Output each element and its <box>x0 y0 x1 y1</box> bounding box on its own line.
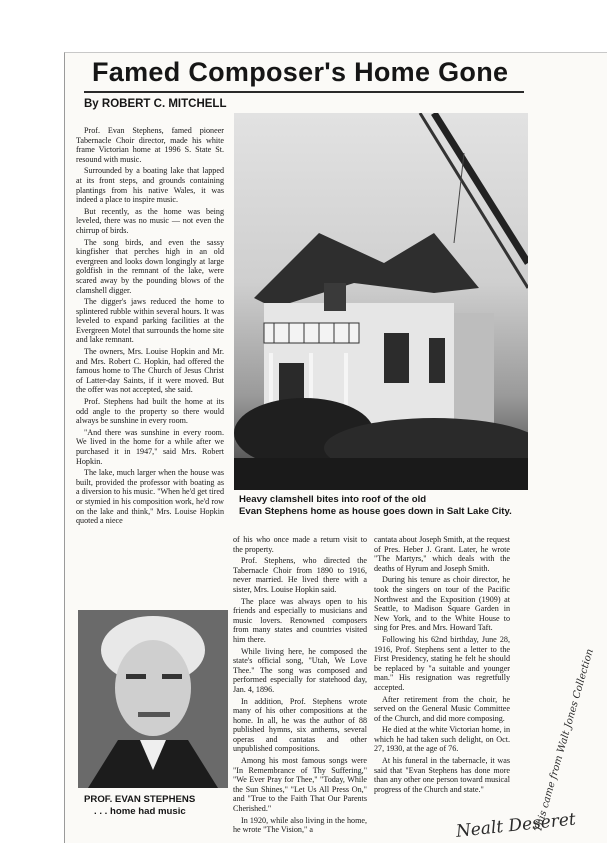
paragraph: While living here, he composed the state's official song, "Utah, We Love Thee." The song was composed and performed especially for statehood day, Jan. 4, 1896. <box>233 646 367 694</box>
paragraph: The place was always open to his friends and especially to musicians and music lovers. Renowned composers from many states and countries visited him there. <box>233 596 367 644</box>
handwritten-bottom-note: Nealt Deseret <box>455 809 577 842</box>
paragraph: In addition, Prof. Stephens wrote many of his other compositions at the home. In all, he was the author of 88 published hymns, six anthems, several operas and cantatas and other unpublished compositions. <box>233 696 367 754</box>
house-illustration <box>234 113 528 490</box>
paragraph: He died at the white Victorian home, in which he had taken such delight, on Oct. 27, 1930, at the age of 76. <box>374 725 510 754</box>
paragraph: "And there was sunshine in every room. We lived in the home for a while after we purchased it in 1947," said Mrs. Robert Hopkin. <box>76 427 224 466</box>
article-column-3 <box>374 535 510 840</box>
paragraph: But recently, as the home was being leveled, there was no music — not even the chirrup of birds. <box>76 206 224 235</box>
portrait-illustration <box>78 610 228 788</box>
paragraph: of his who once made a return visit to the property. <box>233 535 367 554</box>
paragraph: Following his 62nd birthday, June 28, 1916, Prof. Stephens sent a letter to the First Presidency, stating he felt he should be replaced by "a suitable and younger man." His resignation was regretfully accepted. <box>374 634 510 692</box>
paragraph: The song birds, and even the sassy kingfisher that perches high in an old evergreen and looks down longingly at large goldfish in the remnant of the lake, were scared away by the pounding blows of the clamshell digger. <box>76 237 224 295</box>
paragraph: Prof. Stephens had built the home at its odd angle to the property so there would always be sunshine in every room. <box>76 397 224 426</box>
paragraph: The digger's jaws reduced the home to splintered rubble within several hours. It was leveled to expand parking facilities at the Evergreen Motel that surrounds the home site and lake remnant. <box>76 297 224 345</box>
house-demolition-photo <box>234 113 528 490</box>
evan-stephens-portrait <box>78 610 228 788</box>
paragraph: cantata about Joseph Smith, at the request of Pres. Heber J. Grant. Later, he wrote "The Martyrs," which deals with the deaths of Hyrum and Joseph Smith. <box>374 535 510 573</box>
paragraph: During his tenure as choir director, he took the singers on tour of the Pacific Northwest and the Exposition (1909) at Seattle, to Madison Square Garden in New York, and to the White House to sing for Pres. and Mrs. Howard Taft. <box>374 575 510 633</box>
handwritten-side-note: This came from Walt Jones Collection <box>533 647 596 834</box>
article-headline: Famed Composer's Home Gone <box>92 57 509 87</box>
paragraph: Prof. Evan Stephens, famed pioneer Tabernacle Choir director, made his white frame Victorian home at 1996 S. State St. resound with music. <box>76 126 224 164</box>
portrait-caption <box>84 794 234 818</box>
caption-line: Evan Stephens home as house goes down in Salt Lake City. <box>239 506 512 517</box>
paragraph: After retirement from the choir, he served on the General Music Committee of the Church, and did more composing. <box>374 694 510 723</box>
headline-rule <box>84 91 524 93</box>
paragraph: In 1920, while also living in the home, he wrote "The Vision," a <box>233 815 367 835</box>
caption-line: . . . home had music <box>94 806 186 817</box>
paragraph: Surrounded by a boating lake that lapped at its front steps, and grounds containing plantings from his native Wales, it was indeed a place to inspire music. <box>76 166 224 205</box>
caption-line: PROF. EVAN STEPHENS <box>84 794 196 805</box>
paragraph: At his funeral in the tabernacle, it was said that "Evan Stephens has done more than any other one person toward musical progress of the Church and state." <box>374 756 510 794</box>
house-photo-caption <box>239 494 539 518</box>
paragraph: The owners, Mrs. Louise Hopkin and Mr. and Mrs. Robert C. Hopkin, had offered the famous home to The Church of Jesus Christ of Latter-day Saints, if it were moved. But the offer was not accepted, she said. <box>76 347 224 395</box>
article-column-2 <box>233 535 367 840</box>
article-byline: By ROBERT C. MITCHELL <box>84 98 227 110</box>
paragraph: The lake, much larger when the house was built, provided the professor with boating as a diversion to his music. "When he'd get tired or stymied in his composition work, he'd row on the lake and think," Mrs. Louise Hopkin quoted a niece <box>76 468 224 526</box>
caption-line: Heavy clamshell bites into roof of the old <box>239 494 427 505</box>
paragraph: Among his most famous songs were "In Remembrance of Thy Suffering," "We Ever Pray for Thee," "Today, While the Sun Shines," "Let Us All Press On," and "True to the Faith That Our Parents Cherished." <box>233 756 367 814</box>
paragraph: Prof. Stephens, who directed the Tabernacle Choir from 1890 to 1916, never married. He lived there with a sister, Mrs. Louise Hopkin said. <box>233 556 367 594</box>
